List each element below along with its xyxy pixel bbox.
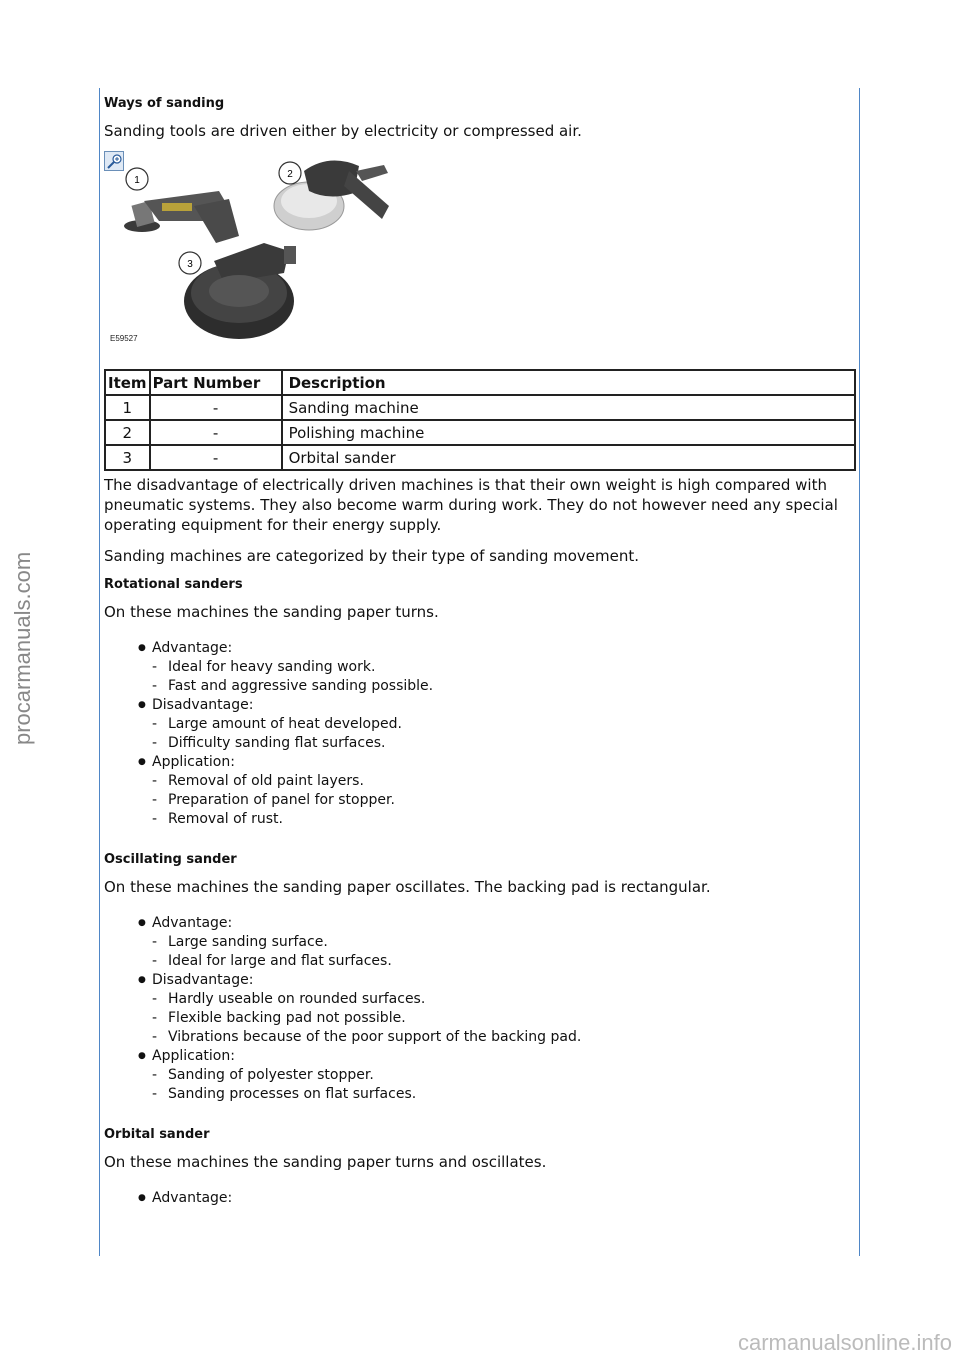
callout-1 <box>126 168 148 190</box>
heading-rotational-sanders: Rotational sanders <box>104 577 243 592</box>
oscillating-text: On these machines the sanding paper oscillates. The backing pad is rectangular. <box>104 878 711 896</box>
cell-part-number: - <box>150 445 282 470</box>
cell-description: Orbital sander <box>282 445 855 470</box>
cell-description: Sanding machine <box>282 395 855 420</box>
list-item <box>138 753 856 829</box>
watermark-side: procarmanuals.com <box>10 551 35 745</box>
list-item <box>138 971 856 1047</box>
sub-item: - Sanding of polyester stopper. <box>152 1067 374 1083</box>
sub-item: - Large sanding surface. <box>152 934 328 950</box>
sub-item: - Sanding processes on flat surfaces. <box>152 1086 417 1102</box>
label-application: Application: <box>152 1048 235 1064</box>
table-row <box>105 420 855 445</box>
intro-text: Sanding tools are driven either by electricity or compressed air. <box>104 122 582 140</box>
sub-item: - Ideal for large and flat surfaces. <box>152 953 392 969</box>
list-item <box>138 1189 856 1208</box>
figure-reference: E59527 <box>110 334 138 343</box>
page-content <box>104 96 856 1208</box>
cell-part-number: - <box>150 395 282 420</box>
orbital-list <box>104 1189 856 1208</box>
table-row <box>105 445 855 470</box>
cell-item: 1 <box>105 395 150 420</box>
cell-part-number: - <box>150 420 282 445</box>
label-disadvantage: Disadvantage: <box>152 697 254 713</box>
sanding-tools-illustration <box>104 151 424 351</box>
sub-item: - Vibrations because of the poor support of the backing pad. <box>152 1029 582 1045</box>
rotational-list <box>104 639 856 829</box>
callout-1-label: 1 <box>134 175 140 186</box>
label-application: Application: <box>152 754 235 770</box>
cell-description: Polishing machine <box>282 420 855 445</box>
sub-item: - Removal of old paint layers. <box>152 773 364 789</box>
orbital-sander-drawing <box>184 243 296 339</box>
heading-oscillating-sander: Oscillating sander <box>104 852 237 867</box>
callout-2 <box>279 162 301 184</box>
sub-item: - Flexible backing pad not possible. <box>152 1010 406 1026</box>
header-part-number: Part Number <box>150 370 282 395</box>
heading-orbital-sander: Orbital sander <box>104 1127 210 1142</box>
heading-ways-of-sanding: Ways of sanding <box>104 96 225 111</box>
cell-item: 3 <box>105 445 150 470</box>
list-item <box>138 1047 856 1104</box>
list-item <box>138 914 856 971</box>
list-item <box>138 639 856 696</box>
sanding-tools-figure <box>104 151 864 356</box>
paragraph-electric-disadvantage: The disadvantage of electrically driven machines is that their own weight is high compared with pneumatic systems. They also become warm during work. They do not however need any special operating equipment for their energy supply. <box>104 476 838 534</box>
header-item: Item <box>105 370 150 395</box>
list-item <box>138 696 856 753</box>
label-advantage: Advantage: <box>152 640 233 656</box>
sub-item: - Preparation of panel for stopper. <box>152 792 395 808</box>
callout-3-label: 3 <box>187 259 193 270</box>
table-header-row <box>105 370 855 395</box>
paragraph-categorized: Sanding machines are categorized by their type of sanding movement. <box>104 547 640 565</box>
callout-3 <box>179 252 201 274</box>
sub-item: - Ideal for heavy sanding work. <box>152 659 376 675</box>
header-description: Description <box>282 370 855 395</box>
rotational-text: On these machines the sanding paper turns. <box>104 603 439 621</box>
label-advantage: Advantage: <box>152 915 233 931</box>
sub-item: - Difficulty sanding flat surfaces. <box>152 735 386 751</box>
label-advantage: Advantage: <box>152 1190 233 1206</box>
sub-item: - Fast and aggressive sanding possible. <box>152 678 434 694</box>
page-border-left <box>99 88 100 1256</box>
table-row <box>105 395 855 420</box>
sub-item: - Removal of rust. <box>152 811 283 827</box>
oscillating-list <box>104 914 856 1104</box>
sanding-machine-drawing <box>124 191 239 243</box>
label-disadvantage: Disadvantage: <box>152 972 254 988</box>
parts-table <box>104 369 856 471</box>
sub-item: - Large amount of heat developed. <box>152 716 402 732</box>
orbital-text: On these machines the sanding paper turns and oscillates. <box>104 1153 547 1171</box>
callout-2-label: 2 <box>287 169 293 180</box>
watermark-bottom: carmanualsonline.info <box>737 1330 952 1355</box>
cell-item: 2 <box>105 420 150 445</box>
sub-item: - Hardly useable on rounded surfaces. <box>152 991 426 1007</box>
